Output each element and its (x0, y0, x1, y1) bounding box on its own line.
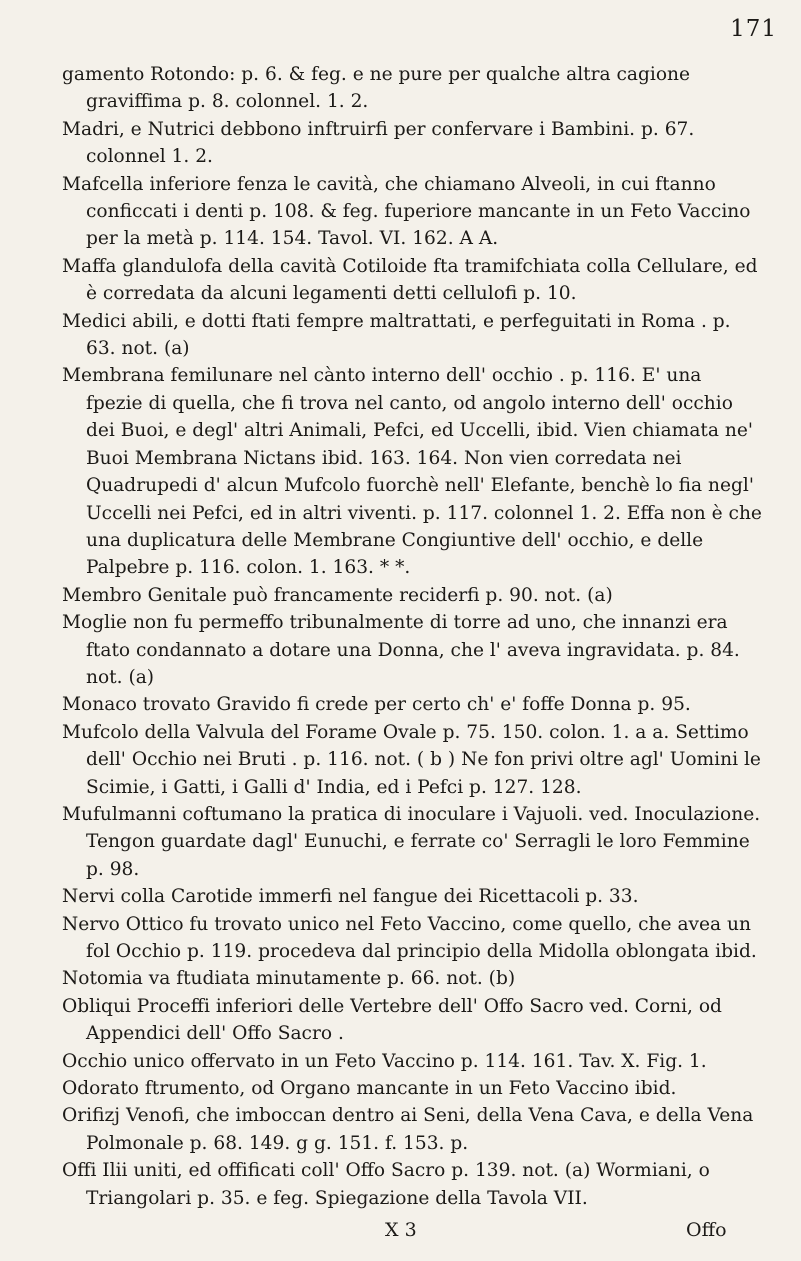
entry-text: Medici abili, e dotti ftati fempre maltrattati, e perfeguitati in Roma . p. 63. not. (a) (62, 310, 731, 360)
index-entry (62, 1075, 762, 1102)
index-entry (62, 116, 762, 171)
entry-text: Nervi colla Carotide immerfi nel fangue dei Ricettacoli p. 33. (62, 886, 639, 908)
entry-text: Membro Genitale può francamente reciderfi p. 90. not. (a) (62, 584, 613, 606)
index-entry (62, 691, 762, 718)
entry-text: Mufulmanni coftumano la pratica di inoculare i Vajuoli. ved. Inoculazione. Tengon guardate dagl' Eunuchi, e ferrate co' Serragli le loro Femmine p. 98. (62, 803, 761, 880)
index-entry (62, 171, 762, 253)
signature-mark: X 3 (385, 1219, 417, 1241)
entry-text: Maffa glandulofa della cavità Cotiloide fta tramifchiata colla Cellulare, ed è corredata da alcuni legamenti detti cellulofi p. 10. (62, 255, 758, 305)
entry-text: Obliqui Proceffi inferiori delle Vertebre dell' Offo Sacro ved. Corni, od Appendici dell' Offo Sacro . (62, 995, 722, 1045)
entry-text: Mafcella inferiore fenza le cavità, che chiamano Alveoli, in cui ftanno conficcati i denti p. 108. & feg. fuperiore mancante in un Feto Vaccino per la metà p. 114. 154. Tavol. VI. 162. A A. (62, 173, 751, 250)
index-entry (62, 801, 762, 883)
index-entry (62, 308, 762, 363)
entry-text: Membrana femilunare nel cànto interno dell' occhio . p. 116. E' una fpezie di quella, che fi trova nel canto, od angolo interno dell' occhio dei Buoi, e degl' altri Animali, Pefci, ed Uccelli, ibid. Vien chiamata ne' Buoi Membrana Nictans ibid. 163. 164. Non vien corredata nei Quadrupedi d' alcun Mufcolo fuorchè nell' Elefante, benchè lo fia negl' Uccelli nei Pefci, ed in altri viventi. p. 117. colonnel 1. 2. Effa non è che una duplicatura delle Membrane Congiuntive dell' occhio, e delle Palpebre p. 116. colon. 1. 163. * *. (62, 365, 762, 579)
entry-text: Offi Ilii uniti, ed offificati coll' Offo Sacro p. 139. not. (a) Wormiani, o Triangolari p. 35. e feg. Spiegazione della Tavola VII. (62, 1160, 710, 1209)
entry-text: gamento Rotondo: p. 6. & feg. e ne pure per qualche altra cagione graviffima p. 8. colonnel. 1. 2. (62, 64, 691, 113)
entry-text: Mufcolo della Valvula del Forame Ovale p. 75. 150. colon. 1. a a. Settimo dell' Occhio nei Bruti . p. 116. not. ( b ) Ne fon privi oltre agl' Uomini le Scimie, i Gatti, i Galli d' India, ed i Pefci p. 127. 128. (62, 721, 761, 798)
entry-text: Monaco trovato Gravido fi crede per certo ch' e' foffe Donna p. 95. (62, 694, 691, 716)
entry-text: Orifizj Venofi, che imboccan dentro ai Seni, della Vena Cava, e della Vena Polmonale p. 68. 149. g g. 151. f. 153. p. (62, 1105, 754, 1154)
page-number: 171 (730, 16, 777, 42)
entry-text: Odorato ftrumento, od Organo mancante in un Feto Vaccino ibid. (62, 1078, 677, 1100)
index-entry (62, 253, 762, 308)
index-entry (62, 965, 762, 992)
index-entry (62, 362, 762, 581)
entry-text: Moglie non fu permeffo tribunalmente di torre ad uno, che innanzi era ftato condannato a dotare una Donna, che l' aveva ingravidata. p. 84. not. (a) (62, 612, 740, 688)
index-entry (62, 719, 762, 801)
entry-text: Madri, e Nutrici debbono inftruirfi per confervare i Bambini. p. 67. colonnel 1. 2. (62, 118, 695, 168)
index-entry (62, 1157, 762, 1212)
index-entry (62, 911, 762, 966)
index-entry (62, 61, 762, 116)
entry-text: Nervo Ottico fu trovato unico nel Feto Vaccino, come quello, che avea un fol Occhio p. 119. procedeva dal principio della Midolla oblongata ibid. (62, 913, 757, 962)
index-entry (62, 1102, 762, 1157)
index-entry (62, 1048, 762, 1075)
page-footer (0, 1219, 801, 1249)
index-entry (62, 883, 762, 910)
catchword: Offo (686, 1219, 727, 1241)
index-entries (62, 61, 762, 1212)
entry-text: Notomia va ftudiata minutamente p. 66. not. (b) (62, 968, 516, 990)
entry-text: Occhio unico offervato in un Feto Vaccino p. 114. 161. Tav. X. Fig. 1. (62, 1050, 707, 1072)
index-entry (62, 993, 762, 1048)
index-entry (62, 609, 762, 691)
index-entry (62, 582, 762, 609)
